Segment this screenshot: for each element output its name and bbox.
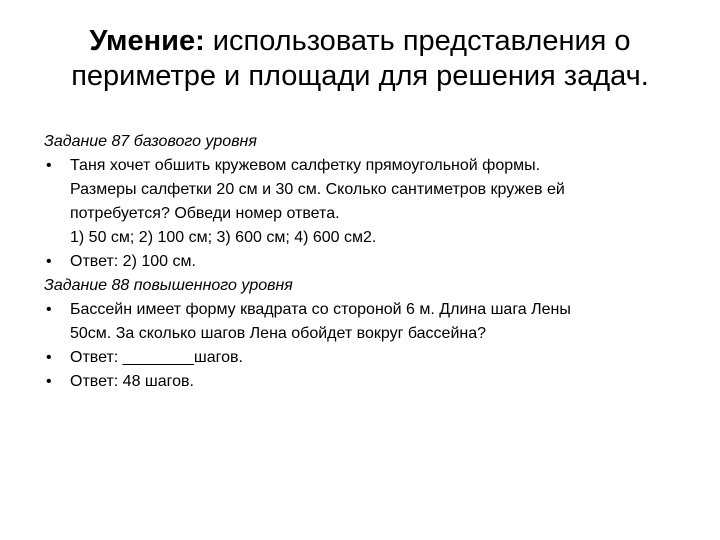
task-87-problem-line-2: Размеры салфетки 20 см и 30 см. Сколько сантиметров кружев ей [70,181,565,198]
task-88-answer [44,370,684,394]
title-line-1-rest: использовать представления о [204,25,631,57]
task-88-heading: Задание 88 повышенного уровня [44,277,293,294]
bullet: • [46,253,52,270]
title-line-2: периметре и площади для решения задач. [71,60,649,92]
task-87-problem-line-1: Таня хочет обшить кружевом салфетку прямоугольной формы. [70,157,541,174]
task-87-problem [44,154,684,250]
task-88-problem-line-2: 50см. За сколько шагов Лена обойдет вокруг бассейна? [70,325,487,342]
task-88-answer-blank [44,346,684,370]
task-88-problem-line-1: Бассейн имеет форму квадрата со стороной 6 м. Длина шага Лены [70,301,571,318]
task-87-heading: Задание 87 базового уровня [44,133,257,150]
title-bold-word: Умение: [89,25,205,57]
title-line-1 [40,24,680,59]
task-87-answer-text: Ответ: 2) 100 см. [70,253,196,270]
task-87-answer [44,250,684,274]
task-88-answer-text: Ответ: 48 шагов. [70,373,194,390]
bullet: • [46,157,52,174]
task-88-answer-blank-text: Ответ: ________шагов. [70,349,243,366]
bullet: • [46,349,52,366]
slide-title [40,24,680,94]
task-87-problem-line-3: потребуется? Обведи номер ответа. [70,205,340,222]
bullet: • [46,301,52,318]
task-87-options: 1) 50 см; 2) 100 см; 3) 600 см; 4) 600 см2. [70,229,377,246]
bullet: • [46,373,52,390]
task-88-problem [44,298,684,346]
slide-content [44,130,684,394]
